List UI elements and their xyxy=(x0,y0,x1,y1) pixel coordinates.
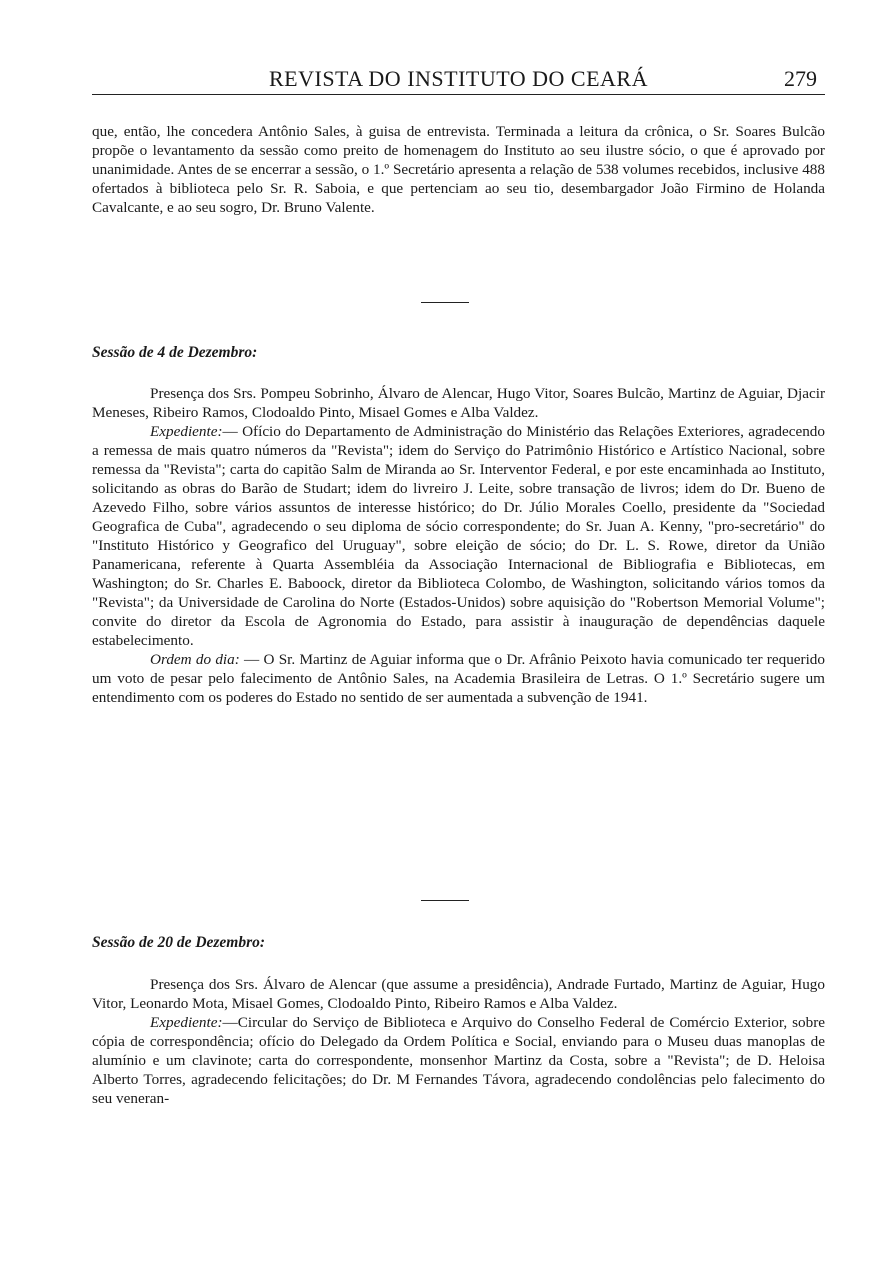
section-divider xyxy=(421,900,469,901)
expediente-label: Expediente: xyxy=(150,1014,223,1031)
presence-paragraph: Presença dos Srs. Álvaro de Alencar (que assume a presidência), Andrade Furtado, Martinz de Aguiar, Hugo Vitor, Leonardo Mota, Misael Gomes, Clodoaldo Pinto, Ribeiro Ramos e Alba Valdez. xyxy=(92,976,825,1012)
running-header xyxy=(92,64,825,95)
session-heading: Sessão de 20 de Dezembro: xyxy=(92,934,266,951)
ordem-paragraph xyxy=(92,650,825,707)
presence-paragraph: Presença dos Srs. Pompeu Sobrinho, Álvaro de Alencar, Hugo Vitor, Soares Bulcão, Martinz de Aguiar, Djacir Meneses, Ribeiro Ramos, Clodoaldo Pinto, Misael Gomes e Alba Valdez. xyxy=(92,385,825,421)
expediente-text: —Circular do Serviço de Biblioteca e Arquivo do Conselho Federal de Comércio Exterior, sobre cópia de correspondência; ofício do Delegado da Ordem Política e Social, enviando para o Museu duas manoplas de alumínio e um clavinote; carta do correspondente, monsenhor Martinz da Costa, sobre a "Revista"; de D. Heloisa Alberto Torres, agradecendo felicitações; do Dr. M Fernandes Távora, agradecendo condolências pelo falecimento do seu veneran- xyxy=(92,1014,825,1107)
intro-paragraph: que, então, lhe concedera Antônio Sales, à guisa de entrevista. Terminada a leitura da crônica, o Sr. Soares Bulcão propõe o levantamento da sessão como preito de homenagem do Instituto ao seu ilustre sócio, o que é aprovado por unanimidade. Antes de se encerrar a sessão, o 1.º Secretário apresenta a relação de 538 volumes recebidos, inclusive 488 ofertados à biblioteca pelo Sr. R. Saboia, e que pertenciam ao seu tio, desembargador João Firmino de Holanda Cavalcante, e ao seu sogro, Dr. Bruno Valente. xyxy=(92,123,825,216)
expediente-paragraph xyxy=(92,422,825,650)
expediente-label: Expediente: xyxy=(150,423,223,440)
journal-title: REVISTA DO INSTITUTO DO CEARÁ xyxy=(269,66,648,91)
page-number: 279 xyxy=(784,66,817,91)
ordem-text: — O Sr. Martinz de Aguiar informa que o Dr. Afrânio Peixoto havia comunicado ter requerido um voto de pesar pelo falecimento de Antônio Sales, na Academia Brasileira de Letras. O 1.º Secretário sugere um entendimento com os poderes do Estado no sentido de ser aumentada a subvenção de 1941. xyxy=(92,651,825,706)
expediente-text: — Ofício do Departamento de Administração do Ministério das Relações Exteriores, agradecendo a remessa de mais quatro números da "Revista"; idem do Serviço do Patrimônio Histórico e Artístico Nacional, sobre remessa da "Revista"; carta do capitão Salm de Miranda ao Sr. Interventor Federal, e por este encaminhada ao Instituto, solicitando as obras do Barão de Studart; idem do livreiro J. Leite, sobre transação de livros; idem do Dr. Bueno de Azevedo Filho, sobre vários assuntos de interesse histórico; do Dr. Júlio Morales Coello, presidente da "Sociedad Geografica de Cuba", agradecendo o seu diploma de sócio correspondente; do Sr. Juan A. Kenny, "pro-secretário" do "Instituto Histórico y Geografico del Uruguay", sobre eleição de sócio; do Dr. L. S. Rowe, diretor da União Panamericana, referente à Quarta Assembléia da Associação Internacional de Bibliografia e Bibliotecas, em Washington; do Sr. Charles E. Baboock, diretor da Biblioteca Colombo, de Washington, solicitando vários tomos da "Revista"; da Universidade de Carolina do Norte (Estados-Unidos) sobre aquisição do "Robertson Memorial Volume"; convite do diretor da Escola de Agronomia do Estado, para assistir à inauguração de dependências daquele estabelecimento. xyxy=(92,423,825,649)
session2-body xyxy=(92,975,825,1108)
expediente-paragraph xyxy=(92,1013,825,1108)
session1-body xyxy=(92,384,825,707)
session-heading: Sessão de 4 de Dezembro: xyxy=(92,344,258,361)
section-divider xyxy=(421,302,469,303)
ordem-label: Ordem do dia: xyxy=(150,651,240,668)
intro-paragraph-block xyxy=(92,122,825,217)
